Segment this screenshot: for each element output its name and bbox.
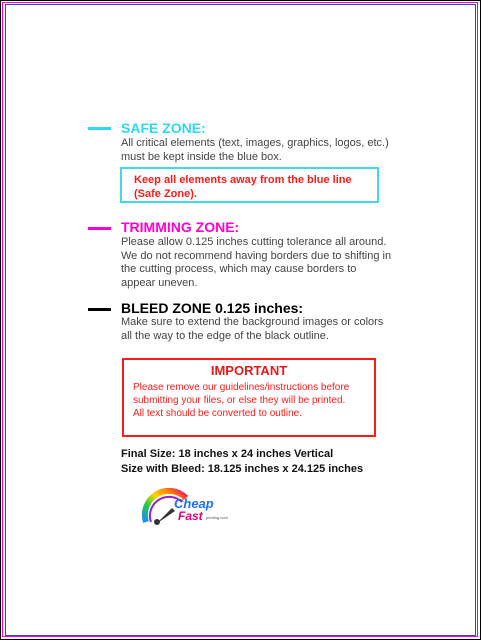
important-box [122, 358, 376, 437]
cheap-fast-printing-logo [142, 486, 242, 526]
size-info [121, 447, 363, 477]
logo-word-printing: printing.com [206, 515, 228, 520]
bleed-zone-title: BLEED ZONE 0.125 inches: [121, 300, 304, 316]
safe-zone-note-box [120, 167, 379, 203]
safe-zone-note: Keep all elements away from the blue line (Safe Zone). [134, 174, 352, 200]
important-text: Please remove our guidelines/instructions before submitting your files, or else they will be printed. All text should be converted to outline. [133, 382, 350, 419]
bleed-size-text: Size with Bleed: 18.125 inches x 24.125 inches [121, 463, 364, 475]
bleed-zone-line [88, 308, 111, 311]
trim-zone-title: TRIMMING ZONE: [121, 219, 240, 235]
trim-zone-text: Please allow 0.125 inches cutting tolerance all around. We do not recommend having borders due to shifting in the cutting process, which may cause borders to appear uneven. [121, 236, 392, 289]
safe-zone-line [88, 127, 111, 130]
safe-zone-text: All critical elements (text, images, graphics, logos, etc.) must be kept inside the blue box. [121, 137, 389, 163]
important-title: IMPORTANT [210, 363, 288, 378]
safe-zone-title: SAFE ZONE: [121, 120, 206, 136]
trim-zone-line [88, 227, 111, 230]
bleed-zone-text: Make sure to extend the background images or colors all the way to the edge of the black outline. [121, 316, 384, 342]
logo-word-cheap: Cheap [174, 496, 214, 511]
logo-word-fast: Fast [178, 509, 203, 523]
final-size-text: Final Size: 18 inches x 24 inches Vertical [121, 448, 334, 460]
